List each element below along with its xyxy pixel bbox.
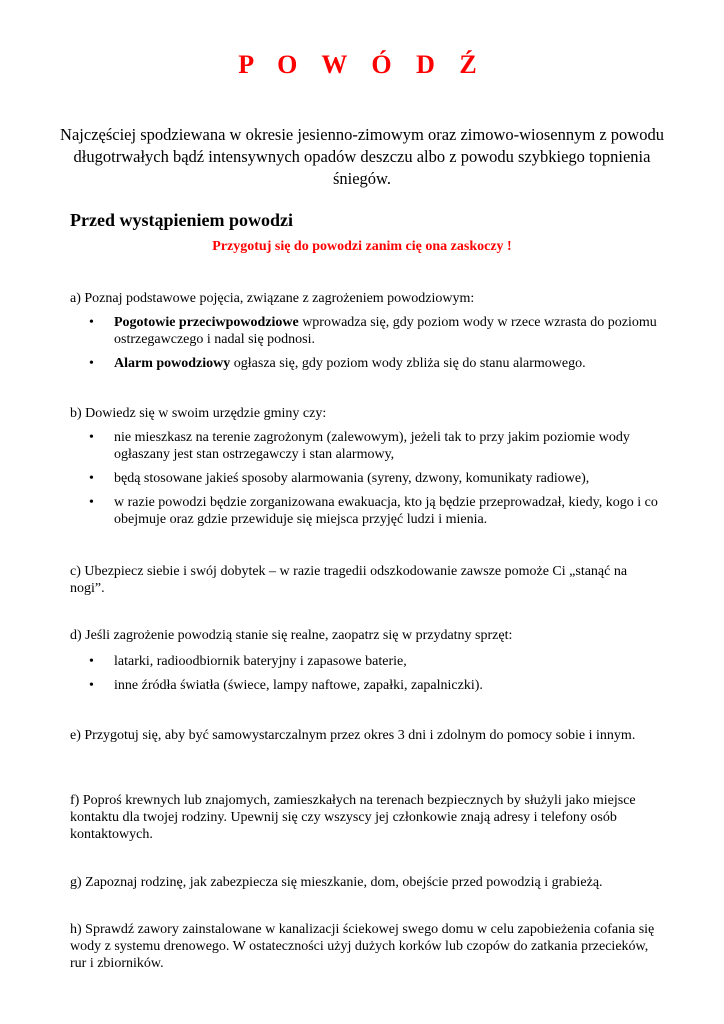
list-item (70, 355, 660, 372)
point-d-intro: d) Jeśli zagrożenie powodzią stanie się realne, zaopatrz się w przydatny sprzęt: (70, 628, 513, 643)
point-b-list (70, 429, 660, 535)
list-item-text: latarki, radioodbiornik bateryjny i zapasowe baterie, (114, 654, 407, 669)
point-a-intro: a) Poznaj podstawowe pojęcia, związane z zagrożeniem powodziowym: (70, 291, 475, 306)
point-f: f) Poproś krewnych lub znajomych, zamieszkałych na terenach bezpiecznych by służyli jako miejsce kontaktu dla twojej rodziny. Upewnij się czy wszyscy jej członkowie znają adresy i telefony osób kontaktowych. (70, 793, 636, 842)
list-item (70, 653, 660, 670)
slogan: Przygotuj się do powodzi zanim cię ona zaskoczy ! (212, 239, 512, 254)
definition: ogłasza się, gdy poziom wody zbliża się do stanu alarmowego. (230, 356, 586, 371)
page-title: P O W Ó D Ź (238, 50, 486, 79)
list-item (70, 677, 660, 694)
section-title: Przed wystąpieniem powodzi (70, 210, 293, 230)
point-e: e) Przygotuj się, aby być samowystarczalnym przez okres 3 dni i zdolnym do pomocy sobie i innym. (70, 728, 636, 743)
point-d-list (70, 653, 660, 701)
list-item-text: w razie powodzi będzie zorganizowana ewakuacja, kto ją będzie przeprowadzał, kiedy, kogo i co obejmuje oraz gdzie przewiduje się miejsca przyjęć ludzi i mienia. (114, 495, 658, 527)
list-item (70, 314, 660, 348)
point-a-list (70, 314, 660, 379)
bullet-icon: • (89, 654, 94, 669)
bullet-icon: • (89, 678, 94, 693)
point-c: c) Ubezpiecz siebie i swój dobytek – w razie tragedii odszkodowanie zawsze pomoże Ci „stanąć na nogi”. (70, 564, 628, 596)
point-b-intro: b) Dowiedz się w swoim urzędzie gminy czy: (70, 406, 327, 421)
list-item (70, 429, 660, 463)
list-item (70, 494, 660, 528)
point-h: h) Sprawdź zawory zainstalowane w kanalizacji ściekowej swego domu w celu zapobieżenia cofania się wody z systemu drenowego. W ostateczności użyj dużych korków lub czopów do zatkania przecieków, rur i zbiorników. (70, 922, 655, 971)
term: Pogotowie przeciwpowodziowe (114, 315, 299, 330)
list-item-text: będą stosowane jakieś sposoby alarmowania (syreny, dzwony, komunikaty radiowe), (114, 471, 590, 486)
list-item-text: inne źródła światła (świece, lampy naftowe, zapałki, zapalniczki). (114, 678, 483, 693)
list-item-text: nie mieszkasz na terenie zagrożonym (zalewowym), jeżeli tak to przy jakim poziomie wody ogłaszany jest stan ostrzegawczy i stan alarmowy, (114, 430, 630, 462)
point-g: g) Zapoznaj rodzinę, jak zabezpiecza się mieszkanie, dom, obejście przed powodzią i grabieżą. (70, 875, 603, 890)
intro-paragraph: Najczęściej spodziewana w okresie jesienno-zimowym oraz zimowo-wiosennym z powodu długotrwałych bądź intensywnych opadów deszczu albo z powodu szybkiego topnienia śniegów. (60, 125, 664, 188)
bullet-icon: • (89, 315, 94, 330)
bullet-icon: • (89, 356, 94, 371)
bullet-icon: • (89, 430, 94, 445)
bullet-icon: • (89, 495, 94, 510)
term: Alarm powodziowy (114, 356, 231, 371)
definition: wprowadza się, gdy poziom wody w rzece wzrasta do poziomu ostrzegawczego i nadal się podnosi. (114, 315, 657, 347)
bullet-icon: • (89, 471, 94, 486)
list-item (70, 470, 660, 487)
